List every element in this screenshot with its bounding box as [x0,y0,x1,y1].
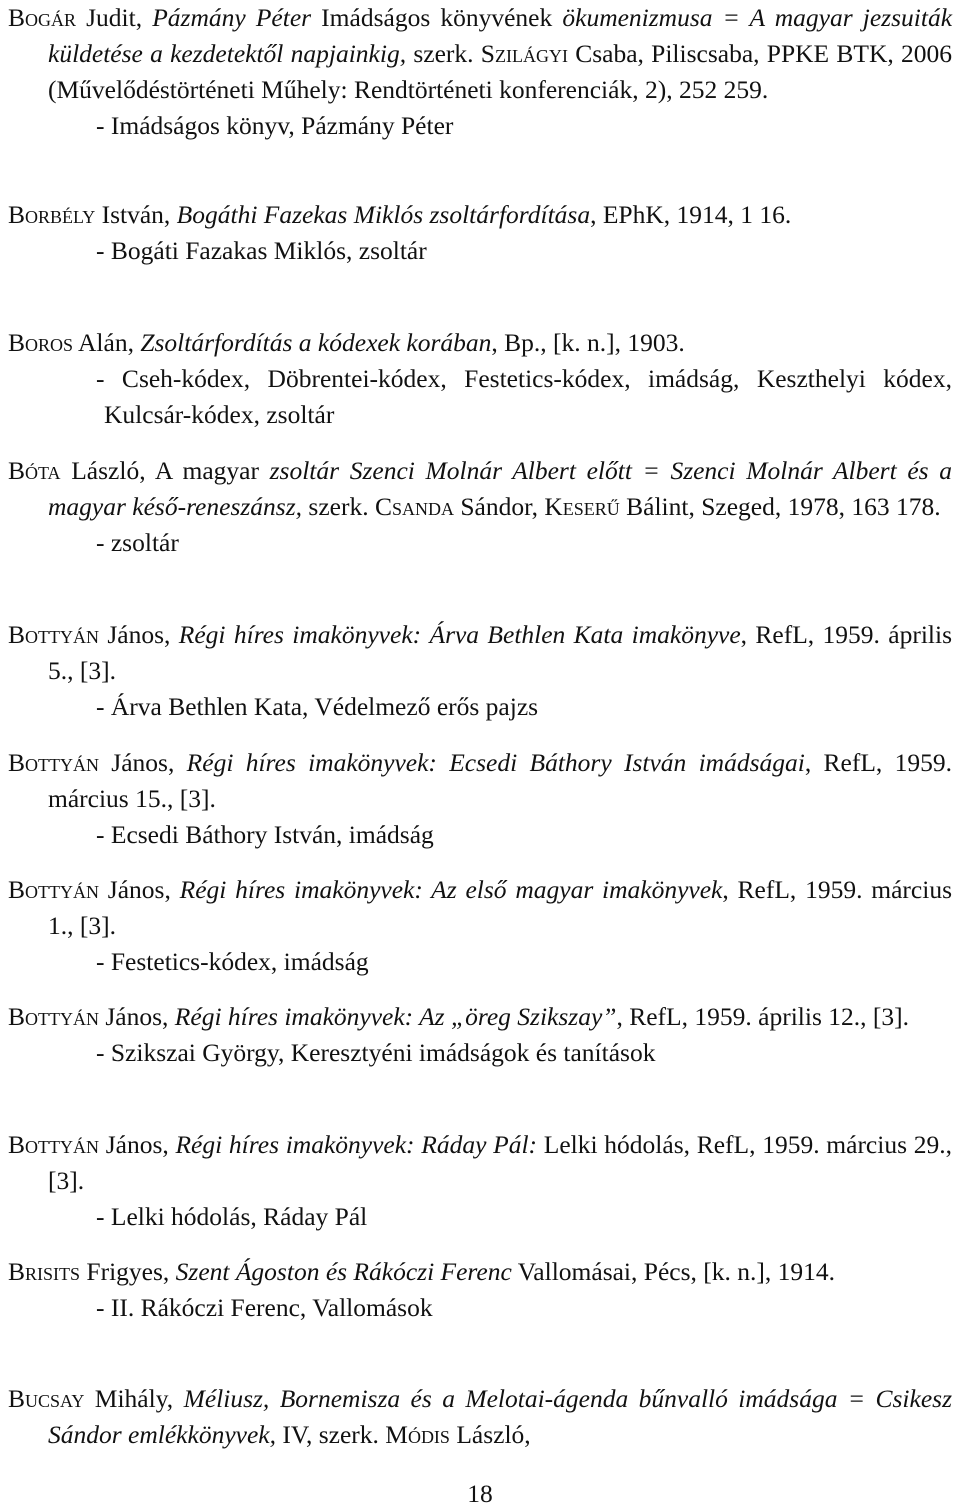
bibliography-entry [8,0,952,144]
entry-title: Régi híres imakönyvek: Az „öreg Szikszay” [174,1002,617,1031]
entry-citation: Bottyán János, Régi híres imakönyvek: Ecsedi Báthory István imádságai, RefL, 1959. március 15., [3]. [8,748,952,813]
entry-author: Bottyán [8,1130,99,1159]
entry-author: Bóta [8,456,61,485]
entry-keywords: - Festetics-kódex, imádság [96,947,369,976]
entry-keywords: - II. Rákóczi Ferenc, Vallomások [96,1293,433,1322]
entry-author: Boros [8,328,74,357]
entry-editor: Keserű [544,492,620,521]
entry-author: Bottyán [8,748,99,777]
bibliography-entry [8,1381,952,1453]
entry-title: Méliusz, Bornemisza és a Melotai-ágenda bűnvalló imádsága = Csikesz Sándor emlékkönyvek, [48,1384,952,1449]
bibliography-entry [8,745,952,853]
entry-author: Bottyán [8,875,99,904]
entry-keywords: - Szikszai György, Keresztyéni imádságok és tanítások [96,1038,656,1067]
entry-keywords: - Bogáti Fazakas Miklós, zsoltár [96,236,427,265]
entry-citation: Boros Alán, Zsoltárfordítás a kódexek korában, Bp., [k. n.], 1903. [8,328,685,357]
entry-citation: Bottyán János, Régi híres imakönyvek: Ráday Pál: Lelki hódolás, RefL, 1959. március 29., [3]. [8,1130,952,1195]
entry-citation: Bottyán János, Régi híres imakönyvek: Az első magyar imakönyvek, RefL, 1959. március 1., [3]. [8,875,952,940]
entry-author: Bottyán [8,1002,99,1031]
entry-keywords: - Lelki hódolás, Ráday Pál [96,1202,368,1231]
bibliography-entry [8,1254,952,1326]
entry-author: Bottyán [8,620,99,649]
entry-title: Zsoltárfordítás a kódexek korában [140,328,492,357]
entry-author: Bogár [8,3,77,32]
entry-keywords: - Ecsedi Báthory István, imádság [96,820,434,849]
entry-title: Régi híres imakönyvek: Az első magyar imakönyvek [179,875,723,904]
entry-author: Brisits [8,1257,81,1286]
entry-title: Szent Ágoston és Rákóczi Ferenc [175,1257,512,1286]
entry-keywords: - Cseh-kódex, Döbrentei-kódex, Festetics-kódex, imádság, Keszthelyi kódex, Kulcsár-kódex, zsoltár [96,364,952,429]
entry-title: zsoltár Szenci Molnár Albert előtt = Szenci Molnár Albert és a magyar késő-reneszánsz, [48,456,952,521]
entry-citation: Bottyán János, Régi híres imakönyvek: Árva Bethlen Kata imakönyve, RefL, 1959. április 5., [3]. [8,620,953,685]
entry-keywords: - Imádságos könyv, Pázmány Péter [96,111,454,140]
entry-editor: Módis [385,1420,450,1449]
entry-citation: Bóta László, A magyar zsoltár Szenci Molnár Albert előtt = Szenci Molnár Albert és a magyar késő-reneszánsz, szerk. Csanda Sándor, Keserű Bálint, Szeged, 1978, 163 178. [8,456,952,521]
entry-editor: Csanda [374,492,454,521]
entry-keywords: - Árva Bethlen Kata, Védelmező erős pajzs [96,692,539,721]
bibliography-entry [8,197,952,269]
entry-title: Régi híres imakönyvek: Ráday Pál: [175,1130,538,1159]
entry-citation: Bucsay Mihály, Méliusz, Bornemisza és a Melotai-ágenda bűnvalló imádsága = Csikesz Sándor emlékkönyvek, IV, szerk. Módis László, [8,1384,952,1449]
entry-citation: Brisits Frigyes, Szent Ágoston és Rákóczi Ferenc Vallomásai, Pécs, [k. n.], 1914. [8,1257,835,1286]
bibliography-entry [8,1127,952,1235]
page-number: 18 [467,1479,493,1508]
entry-citation: Bottyán János, Régi híres imakönyvek: Az „öreg Szikszay”, RefL, 1959. április 12., [3]. [8,1002,909,1031]
bibliography-entry [8,453,952,561]
entry-editor: Szilágyi [480,39,568,68]
entry-title: Régi híres imakönyvek: Árva Bethlen Kata imakönyve [178,620,741,649]
entry-keywords: - zsoltár [96,528,179,557]
bibliography-entry [8,325,952,433]
entry-author: Bucsay [8,1384,85,1413]
bibliography-entry [8,617,952,725]
bibliography-entry [8,872,952,980]
entry-title: Pázmány Péter [152,3,312,32]
entry-title: Bogáthi Fazekas Miklós zsoltárfordítása [176,200,591,229]
entry-title: Régi híres imakönyvek: Ecsedi Báthory István imádságai [186,748,805,777]
bibliography-entry [8,999,952,1071]
entry-citation: Borbély István, Bogáthi Fazekas Miklós zsoltárfordítása, EPhK, 1914, 1 16. [8,200,792,229]
entry-citation: Bogár Judit, Pázmány Péter Imádságos könyvének ökumenizmusa = A magyar jezsuiták küldetése a kezdetektől napjainkig, szerk. Szilágyi Csaba, Piliscsaba, PPKE BTK, 2006 (Művelődéstörténeti Műhely: Rendtörténeti konferenciák, 2), 252 259. [8,3,953,104]
entry-author: Borbély [8,200,96,229]
